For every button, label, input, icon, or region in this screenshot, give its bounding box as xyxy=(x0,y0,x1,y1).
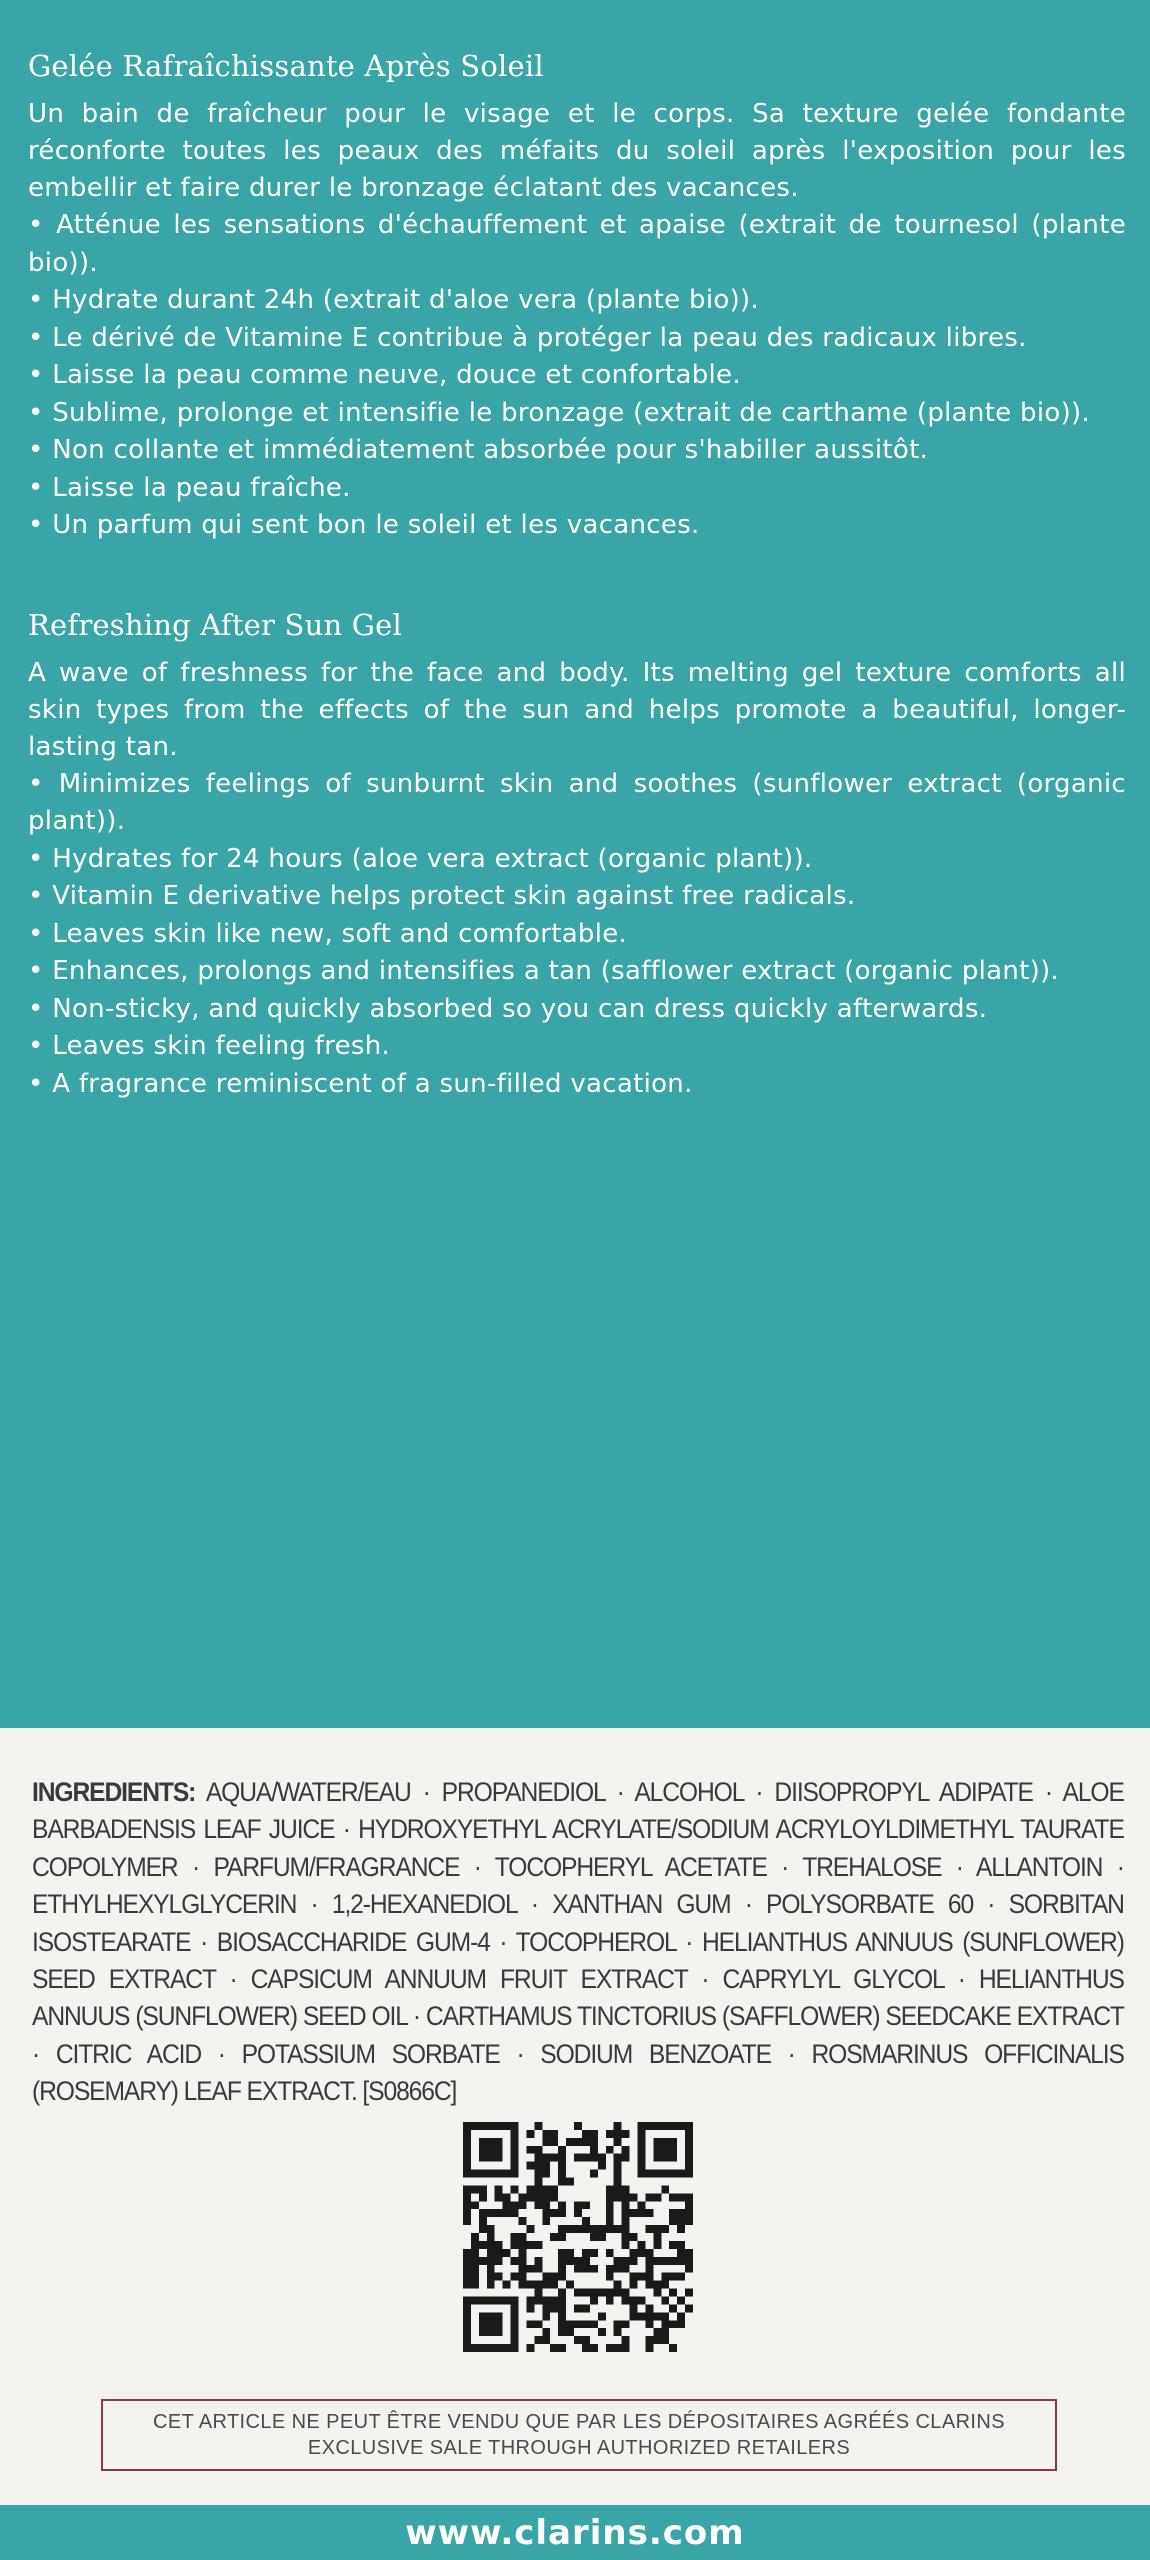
qr-code-icon[interactable] xyxy=(463,2122,693,2352)
english-intro: A wave of freshness for the face and body. Its melting gel texture comforts all skin types from the effects of the sun and helps promote a beautiful, longer-lasting tan. xyxy=(28,657,1126,762)
list-item: • Minimizes feelings of sunburnt skin and soothes (sunflower extract (organic plant)). xyxy=(28,766,1126,841)
list-item: • Un parfum qui sent bon le soleil et les vacances. xyxy=(28,507,1126,545)
list-item: • Non collante et immédiatement absorbée pour s'habiller aussitôt. xyxy=(28,432,1126,470)
ingredients-text: AQUA/WATER/EAU · PROPANEDIOL · ALCOHOL · DIISOPROPYL ADIPATE · ALOE BARBADENSIS LEAF JUICE · HYDROXYETHYL ACRYLATE/SODIUM ACRYLOYLDIMETHYL TAURATE COPOLYMER · PARFUM/FRAGRANCE · TOCOPHERYL ACETATE · TREHALOSE · ALLANTOIN · ETHYLHEXYLGLYCERIN · 1,2-HEXANEDIOL · XANTHAN GUM · POLYSORBATE 60 · SORBITAN ISOSTEARATE · BIOSACCHARIDE GUM-4 · TOCOPHEROL · HELIANTHUS ANNUUS (SUNFLOWER) SEED EXTRACT · CAPSICUM ANNUUM FRUIT EXTRACT · CAPRYLYL GLYCOL · HELIANTHUS ANNUUS (SUNFLOWER) SEED OIL · CARTHAMUS TINCTORIUS (SAFFLOWER) SEEDCAKE EXTRACT · CITRIC ACID · POTASSIUM SORBATE · SODIUM BENZOATE · ROSMARINUS OFFICINALIS (ROSEMARY) LEAF EXTRACT. [S0866C] xyxy=(32,1777,1124,2107)
english-section xyxy=(28,599,1126,1104)
list-item: • Leaves skin like new, soft and comfortable. xyxy=(28,916,1126,954)
list-item: • Vitamin E derivative helps protect skin against free radicals. xyxy=(28,878,1126,916)
list-item: • Sublime, prolonge et intensifie le bronzage (extrait de carthame (plante bio)). xyxy=(28,395,1126,433)
french-section xyxy=(28,40,1126,545)
list-item: • Atténue les sensations d'échauffement et apaise (extrait de tournesol (plante bio)). xyxy=(28,207,1126,282)
authorized-retailers-notice xyxy=(101,2399,1057,2471)
french-benefits-list xyxy=(28,207,1126,545)
list-item: • Enhances, prolongs and intensifies a tan (safflower extract (organic plant)). xyxy=(28,953,1126,991)
notice-line-english: EXCLUSIVE SALE THROUGH AUTHORIZED RETAILERS xyxy=(307,2437,851,2459)
english-title: Refreshing After Sun Gel xyxy=(28,607,402,642)
notice-line-french: CET ARTICLE NE PEUT ÊTRE VENDU QUE PAR LES DÉPOSITAIRES AGRÉÉS CLARINS xyxy=(153,2411,1005,2433)
list-item: • Laisse la peau fraîche. xyxy=(28,470,1126,508)
list-item: • A fragrance reminiscent of a sun-filled vacation. xyxy=(28,1066,1126,1104)
list-item: • Hydrate durant 24h (extrait d'aloe vera (plante bio)). xyxy=(28,282,1126,320)
list-item: • Le dérivé de Vitamine E contribue à protéger la peau des radicaux libres. xyxy=(28,320,1126,358)
english-benefits-list xyxy=(28,766,1126,1104)
list-item: • Laisse la peau comme neuve, douce et confortable. xyxy=(28,357,1126,395)
list-item: • Non-sticky, and quickly absorbed so you can dress quickly afterwards. xyxy=(28,991,1126,1029)
ingredients-label: INGREDIENTS: xyxy=(32,1777,196,1807)
french-title: Gelée Rafraîchissante Après Soleil xyxy=(28,49,544,83)
ingredients-list xyxy=(32,1774,1124,2111)
list-item: • Leaves skin feeling fresh. xyxy=(28,1028,1126,1066)
website-link[interactable]: www.clarins.com xyxy=(405,2512,745,2553)
description-block xyxy=(28,40,1126,1103)
footer-bar xyxy=(0,2505,1150,2560)
french-intro: Un bain de fraîcheur pour le visage et le corps. Sa texture gelée fondante réconforte toutes les peaux des méfaits du soleil après l'exposition pour les embellir et faire durer le bronzage éclatant des vacances. xyxy=(28,99,1126,203)
list-item: • Hydrates for 24 hours (aloe vera extract (organic plant)). xyxy=(28,841,1126,879)
